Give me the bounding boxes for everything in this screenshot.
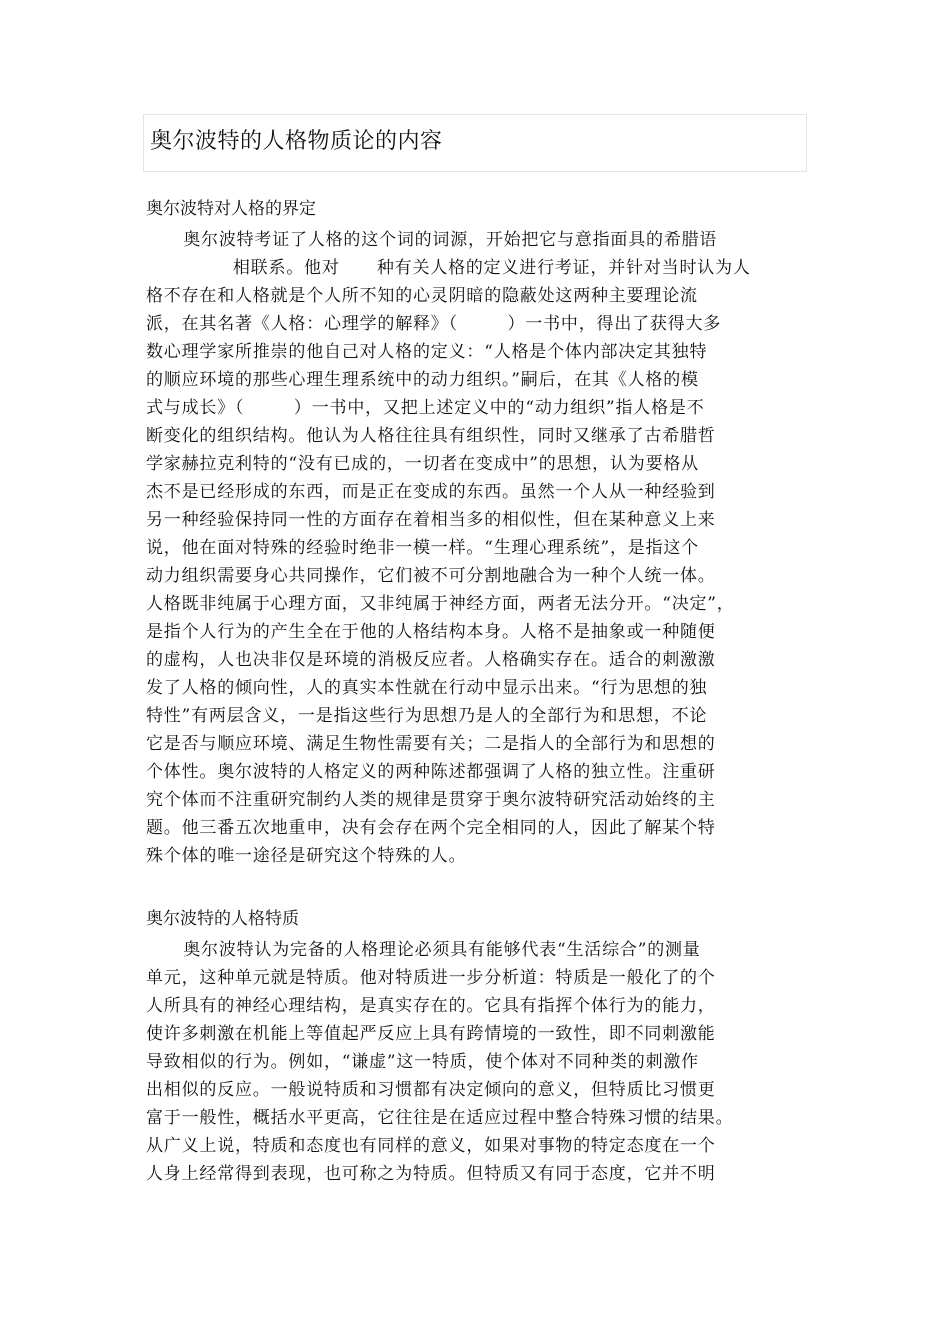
- text-line: 数心理学家所推崇的他自己对人格的定义：“人格是个体内部决定其独特: [146, 342, 708, 362]
- paragraph-traits: [146, 936, 806, 1188]
- text-line: 究个体而不注重研究制约人类的规律是贯穿于奥尔波特研究活动始终的主: [146, 790, 716, 810]
- text-line: 特性”有两层含义，一是指这些行为思想乃是人的全部行为和思想，不论: [146, 706, 708, 726]
- text-line: 是指个人行为的产生全在于他的人格结构本身。人格不是抽象或一种随便: [146, 622, 716, 642]
- text-line: 奥尔波特考证了人格的这个词的词源，开始把它与意指面具的希腊语: [146, 230, 718, 250]
- document-title: 奥尔波特的人格物质论的内容: [150, 129, 443, 154]
- text-line: 相联系。他对 种有关人格的定义进行考证，并针对当时认为人: [146, 258, 751, 278]
- title-box: [143, 114, 807, 172]
- text-line: 人格既非纯属于心理方面，又非纯属于神经方面，两者无法分开。“决定”，: [146, 594, 735, 614]
- text-line: 学家赫拉克利特的“没有已成的，一切者在变成中”的思想，认为要格从: [146, 454, 699, 474]
- text-line: 动力组织需要身心共同操作，它们被不可分割地融合为一种个人统一体。: [146, 566, 716, 586]
- text-line: 殊个体的唯一途径是研究这个特殊的人。: [146, 846, 467, 866]
- text-line: 单元，这种单元就是特质。他对特质进一步分析道：特质是一般化了的个: [146, 968, 716, 988]
- text-line: 的虚构，人也决非仅是环境的消极反应者。人格确实存在。适合的刺激激: [146, 650, 716, 670]
- text-line: 格不存在和人格就是个人所不知的心灵阴暗的隐蔽处这两种主要理论流: [146, 286, 698, 306]
- text-line: 使许多刺激在机能上等值起严反应上具有跨情境的一致性，即不同刺激能: [146, 1024, 716, 1044]
- text-line: 的顺应环境的那些心理生理系统中的动力组织。”嗣后，在其《人格的模: [146, 370, 699, 390]
- text-line: 人所具有的神经心理结构，是真实存在的。它具有指挥个体行为的能力，: [146, 996, 716, 1016]
- text-line: 派，在其名著《人格：心理学的解释》（ ）一书中，得出了获得大多: [146, 314, 722, 334]
- text-line: 另一种经验保持同一性的方面存在着相当多的相似性，但在某种意义上来: [146, 510, 716, 530]
- section-heading-traits: 奥尔波特的人格特质: [146, 909, 299, 929]
- text-line: 奥尔波特认为完备的人格理论必须具有能够代表“生活综合”的测量: [146, 940, 701, 960]
- text-line: 个体性。奥尔波特的人格定义的两种陈述都强调了人格的独立性。注重研: [146, 762, 716, 782]
- paragraph-definition: [146, 226, 806, 870]
- text-line: 导致相似的行为。例如，“谦虚”这一特质，使个体对不同种类的刺激作: [146, 1052, 699, 1072]
- text-line: 杰不是已经形成的东西，而是正在变成的东西。虽然一个人从一种经验到: [146, 482, 716, 502]
- text-line: 式与成长》（ ）一书中，又把上述定义中的“动力组织”指人格是不: [146, 398, 705, 418]
- text-line: 从广义上说，特质和态度也有同样的意义，如果对事物的特定态度在一个: [146, 1136, 716, 1156]
- text-line: 发了人格的倾向性，人的真实本性就在行动中显示出来。“行为思想的独: [146, 678, 708, 698]
- text-line: 说，他在面对特殊的经验时绝非一模一样。“生理心理系统”，是指这个: [146, 538, 699, 558]
- text-line: 它是否与顺应环境、满足生物性需要有关；二是指人的全部行为和思想的: [146, 734, 716, 754]
- section-heading-definition: 奥尔波特对人格的界定: [146, 199, 316, 219]
- text-line: 题。他三番五次地重申，决有会存在两个完全相同的人，因此了解某个特: [146, 818, 716, 838]
- text-line: 人身上经常得到表现，也可称之为特质。但特质又有同于态度，它并不明: [146, 1164, 716, 1184]
- text-line: 断变化的组织结构。他认为人格往往具有组织性，同时又继承了古希腊哲: [146, 426, 716, 446]
- text-line: 出相似的反应。一般说特质和习惯都有决定倾向的意义，但特质比习惯更: [146, 1080, 716, 1100]
- text-line: 富于一般性，概括水平更高，它往往是在适应过程中整合特殊习惯的结果。: [146, 1108, 734, 1128]
